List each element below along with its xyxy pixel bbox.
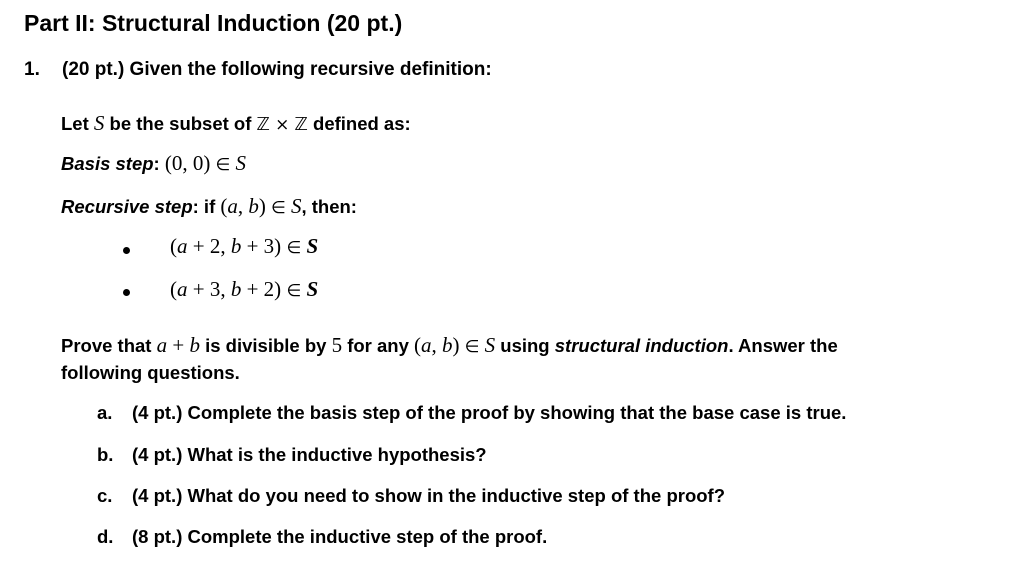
basis-colon: : bbox=[153, 153, 160, 174]
times-symbol: × bbox=[275, 115, 290, 135]
subquestion-letter-b: b. bbox=[97, 444, 114, 465]
subquestion-letter-d: d. bbox=[97, 526, 114, 547]
let-suffix: defined as: bbox=[313, 113, 411, 134]
recursive-rule-1: (a + 2, b + 3) ∈ S bbox=[170, 234, 319, 258]
subquestion-letter-a: a. bbox=[97, 402, 113, 423]
recursive-step-line bbox=[61, 194, 357, 219]
page-title: Part II: Structural Induction (20 pt.) bbox=[24, 10, 403, 36]
subquestion-text-c: (4 pt.) What do you need to show in the inductive step of the proof? bbox=[132, 485, 726, 506]
subquestion-text-b: (4 pt.) What is the inductive hypothesis? bbox=[132, 444, 487, 465]
basis-step-line bbox=[61, 151, 246, 176]
question-number: 1. bbox=[24, 59, 40, 80]
recursive-rule-2: (a + 3, b + 2) ∈ S bbox=[170, 277, 319, 301]
question-text: (20 pt.) Given the following recursive definition: bbox=[62, 59, 492, 80]
recursive-if: : if bbox=[192, 196, 216, 217]
definition-let-line bbox=[61, 111, 411, 136]
recursive-then: , then: bbox=[301, 196, 357, 217]
basis-tuple: (0, 0) bbox=[164, 151, 211, 175]
recursive-step-label: Recursive step bbox=[61, 196, 193, 217]
prove-statement-line-1: Prove that a + b is divisible by 5 for any (a, b) ∈ S using structural induction. Answer the bbox=[61, 333, 838, 357]
basis-step-label: Basis step bbox=[61, 153, 154, 174]
element-of-symbol: ∈ bbox=[215, 155, 231, 175]
bullet-icon bbox=[123, 247, 130, 254]
bullet-icon bbox=[123, 289, 130, 296]
let-mid: be the subset of bbox=[109, 113, 252, 134]
let-prefix: Let bbox=[61, 113, 89, 134]
recursive-tuple: (a, b) bbox=[220, 194, 266, 218]
set-symbol-s: S bbox=[235, 151, 246, 175]
integers-symbol: ℤ bbox=[294, 114, 308, 135]
set-symbol-s: S bbox=[93, 111, 105, 135]
integers-symbol: ℤ bbox=[256, 114, 270, 135]
subquestion-text-a: (4 pt.) Complete the basis step of the proof by showing that the base case is true. bbox=[132, 402, 847, 423]
subquestion-letter-c: c. bbox=[97, 485, 113, 506]
element-of-symbol: ∈ bbox=[271, 198, 286, 218]
subquestion-text-d: (8 pt.) Complete the inductive step of the proof. bbox=[132, 526, 548, 547]
set-symbol-s: S bbox=[290, 194, 302, 218]
prove-statement-line-2: following questions. bbox=[61, 362, 240, 383]
